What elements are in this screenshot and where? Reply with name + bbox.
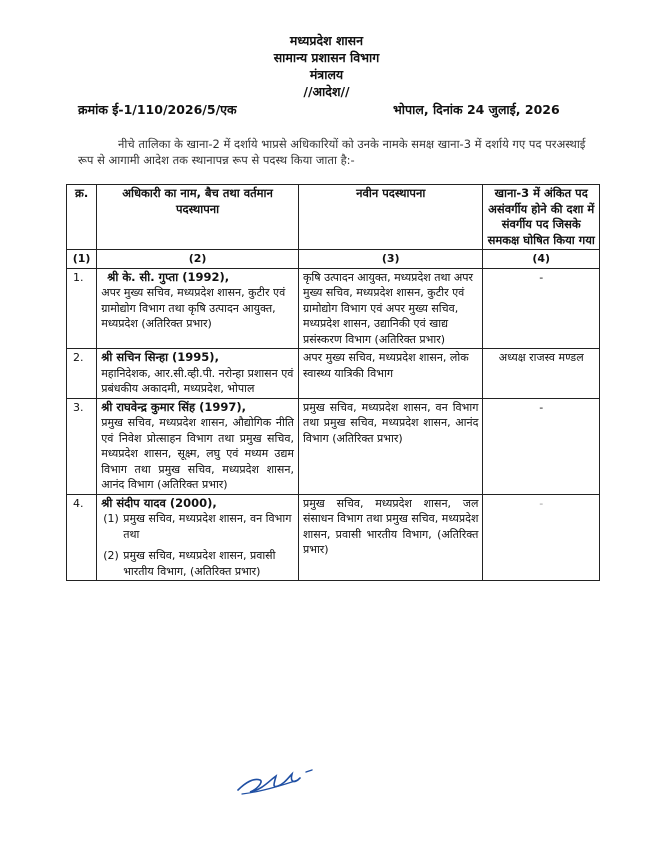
- column-number: (1): [67, 250, 97, 269]
- posting-table: [66, 184, 600, 581]
- sub-item-text: प्रमुख सचिव, मध्यप्रदेश शासन, वन विभाग तथा: [123, 512, 292, 541]
- row-serial: 1.: [67, 268, 97, 349]
- header-serial: क्र.: [67, 185, 97, 250]
- current-posting-item: [101, 511, 294, 542]
- header-equivalent: खाना-3 में अंकित पद असंवर्गीय होने की दशा में संवर्गीय पद जिसके समकक्ष घोषित किया गया: [483, 185, 600, 250]
- row-serial: 3.: [67, 398, 97, 494]
- officer-cell: [97, 494, 299, 581]
- header-ministry: मंत्रालय: [309, 67, 344, 82]
- current-posting-item: [101, 548, 294, 579]
- officer-name: श्री सचिन सिन्हा (1995),: [101, 350, 219, 364]
- signature-image: [232, 760, 322, 800]
- equivalent-post: अध्यक्ष राजस्व मण्डल: [483, 349, 600, 399]
- order-number: क्रमांक ई-1/110/2026/5/एक: [78, 102, 237, 117]
- header-order-title: //आदेश//: [303, 84, 350, 99]
- table-header-row: [67, 185, 600, 250]
- new-posting: अपर मुख्य सचिव, मध्यप्रदेश शासन, लोक स्वास्थ्य यात्रिकी विभाग: [298, 349, 483, 399]
- new-posting: प्रमुख सचिव, मध्यप्रदेश शासन, जल संसाधन विभाग तथा प्रमुख सचिव, मध्यप्रदेश शासन, प्रवासी भारतीय विभाग, (अतिरिक्त प्रभार): [298, 494, 483, 581]
- equivalent-post: -: [483, 398, 600, 494]
- row-serial: 4.: [67, 494, 97, 581]
- current-posting: प्रमुख सचिव, मध्यप्रदेश शासन, औद्योगिक नीति एवं निवेश प्रोत्साहन विभाग तथा प्रमुख सचिव, मध्यप्रदेश शासन, सूक्ष्म, लघु एवं मध्यम उद्यम विभाग तथा प्रमुख सचिव, मध्यप्रदेश शासन, आनंद विभाग (अतिरिक्त प्रभार): [101, 416, 294, 491]
- officer-cell: [97, 349, 299, 399]
- new-posting: प्रमुख सचिव, मध्यप्रदेश शासन, वन विभाग तथा प्रमुख सचिव, मध्यप्रदेश शासन, आनंद विभाग (अतिरिक्त प्रभार): [298, 398, 483, 494]
- officer-name: श्री के. सी. गुप्ता (1992),: [107, 269, 230, 284]
- officer-cell: [97, 268, 299, 349]
- sub-item-number: (1): [103, 512, 119, 525]
- officer-name: श्री राघवेन्द्र कुमार सिंह (1997),: [101, 399, 247, 414]
- header-department: सामान्य प्रशासन विभाग: [273, 50, 380, 65]
- place-date: भोपाल, दिनांक 24 जुलाई, 2026: [393, 102, 560, 117]
- header-officer: अधिकारी का नाम, बैच तथा वर्तमान पदस्थापना: [97, 185, 299, 250]
- header-new-posting: नवीन पदस्थापना: [298, 185, 483, 250]
- table-row: [67, 349, 600, 399]
- officer-name: श्री संदीप यादव (2000),: [101, 495, 217, 510]
- current-posting: अपर मुख्य सचिव, मध्यप्रदेश शासन, कुटीर एवं ग्रामोद्योग विभाग तथा कृषि उत्पादन आयुक्त, मध्यप्रदेश (अतिरिक्त प्रभार): [101, 286, 286, 330]
- officer-cell: [97, 398, 299, 494]
- table-row: [67, 398, 600, 494]
- column-number: (2): [97, 250, 299, 269]
- new-posting: कृषि उत्पादन आयुक्त, मध्यप्रदेश तथा अपर मुख्य सचिव, मध्यप्रदेश शासन, कुटीर एवं ग्रामोद्योग विभाग एवं अपर मुख्य सचिव, मध्यप्रदेश शासन, उद्यानिकी एवं खाद्य प्रसंस्करण विभाग (अतिरिक्त प्रभार): [298, 268, 483, 349]
- column-number-row: [67, 250, 600, 269]
- column-number: (4): [483, 250, 600, 269]
- intro-paragraph: नीचे तालिका के खाना-2 में दर्शाये भाप्रसे अधिकारियों को उनके नामके समक्ष खाना-3 में दर्शाये गए पद परअस्थाई रूप से आगामी आदेश तक स्थानापन्न रूप से पदस्थ किया जाता है:-: [78, 137, 586, 167]
- header-government: मध्यप्रदेश शासन: [289, 33, 364, 48]
- equivalent-post: -: [483, 494, 600, 581]
- table-row: [67, 494, 600, 581]
- row-serial: 2.: [67, 349, 97, 399]
- table-row: [67, 268, 600, 349]
- column-number: (3): [298, 250, 483, 269]
- sub-item-number: (2): [103, 549, 119, 562]
- current-posting: महानिदेशक, आर.सी.व्ही.पी. नरोन्हा प्रशासन एवं प्रबंधकीय अकादमी, मध्यप्रदेश, भोपाल: [101, 366, 294, 395]
- sub-item-text: प्रमुख सचिव, मध्यप्रदेश शासन, प्रवासी भारतीय विभाग, (अतिरिक्त प्रभार): [123, 549, 276, 578]
- equivalent-post: -: [483, 268, 600, 349]
